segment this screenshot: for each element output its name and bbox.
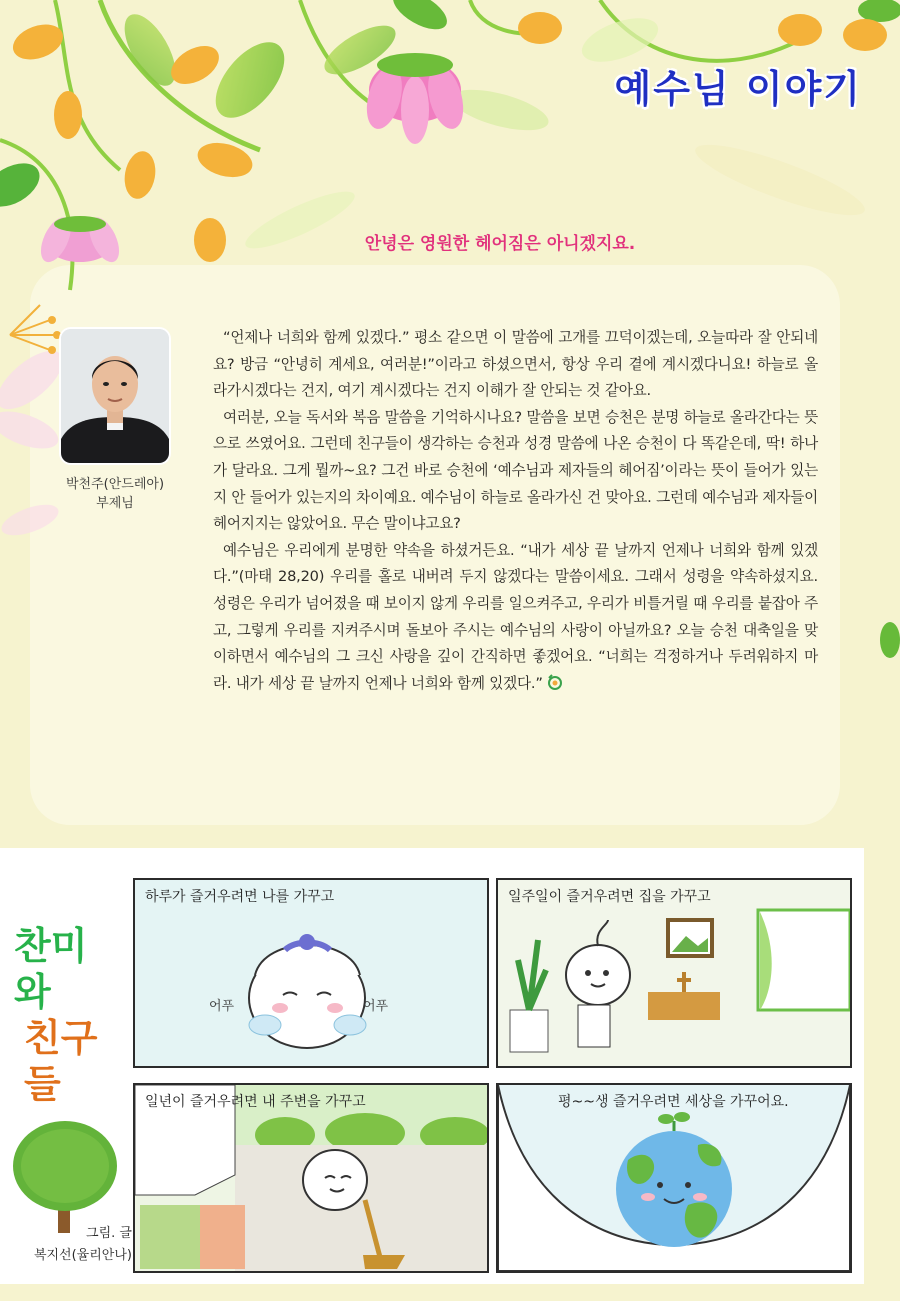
article-paragraph: 여러분, 오늘 독서와 복음 말씀을 기억하시나요? 말씀을 보면 승천은 분명 하늘로 올라간다는 뜻으로 쓰였어요. 그런데 친구들이 생각하는 승천과 성경 말씀에 나온 승천이 다 똑같은데, 딱! 하나가 달라요. 그게 뭘까~요? 그건 바로 승천에 ‘예수님과 제자들의 헤어짐’이라는 뜻이 들어가 있는지 안 들어가 있는지의 차이예요. 예수님이 하늘로 올라가신 건 맞아요. 그런데 예수님과 제자들이 헤어지지는 않았어요. 무슨 말이냐고요? [213,408,818,533]
comic-credit [12,1223,132,1267]
author-photo [61,329,169,463]
author-role: 부제님 [96,496,134,511]
article-paragraph-text: 예수님은 우리에게 분명한 약속을 하셨거든요. “내가 세상 끝 날까지 언제나 너희와 함께 있겠다.”(마태 28,20) 우리를 홀로 내버려 두지 않겠다는 말씀이세요. 그래서 성령을 약속하셨지요. 성령은 우리가 넘어졌을 때 보이지 않게 우리를 일으켜주고, 우리가 비틀거릴 때 우리를 붙잡아 주고, 그렇게 우리를 지켜주시며 돌보아 주시는 예수님의 사랑이 아닐까요? 오늘 승천 대축일을 맞이하면서 예수님의 그 크신 사랑을 깊이 간직하면 좋겠어요. “너희는 걱정하거나 두려워하지 마라. 내가 세상 끝 날까지 언제나 너희와 함께 있겠다.” [213,541,818,692]
article-body [213,325,818,697]
article-paragraph: “언제나 너희와 함께 있겠다.” 평소 같으면 이 말씀에 고개를 끄덕이겠는데, 오늘따라 잘 안되네요? 방금 “안녕히 계세요, 여러분!”이라고 하셨으면서, 항상 우리 곁에 계시겠다니요! 하늘로 올라가시겠다는 건지, 여기 계시겠다는 건지 이해가 잘 안되는 것 같아요. [213,329,818,400]
panel-2-illustration [498,880,850,1066]
comic-panel-1 [133,878,489,1068]
panel-3-caption: 일년이 즐거우려면 내 주변을 가꾸고 [145,1094,366,1110]
panel-1-caption: 하루가 즐거우려면 나를 가꾸고 [145,889,335,905]
panel-3-illustration [135,1085,487,1271]
section-title: 예수님 이야기 [614,67,862,111]
comic-title-line2: 친구들 [24,1016,98,1106]
article-subtitle: 안녕은 영원한 헤어짐은 아니겠지요. [364,234,636,254]
credit-artist: 복지선(율리안나) [33,1248,132,1263]
panel-1-illustration [135,880,487,1066]
author-caption [40,475,190,513]
panel-1-sfx-left: 어푸 [209,999,235,1014]
panel-4-caption: 평~~생 즐거우려면 세상을 가꾸어요. [558,1094,789,1110]
comic-panel-2 [496,878,852,1068]
panel-2-caption: 일주일이 즐거우려면 집을 가꾸고 [508,889,711,905]
comic-title-line1: 찬미와 [14,924,88,1014]
end-mark-icon [546,674,564,690]
comic-panel-4 [496,1083,852,1273]
author-name: 박천주(안드레아) [65,477,165,492]
panel-1-sfx-right: 어푸 [363,999,389,1014]
article-paragraph [213,538,818,698]
comic-title [14,923,124,1107]
panel-4-illustration [498,1085,850,1271]
comic-panel-3 [133,1083,489,1273]
credit-label: 그림. 글 [86,1226,132,1241]
tree-illustration [10,1118,120,1233]
